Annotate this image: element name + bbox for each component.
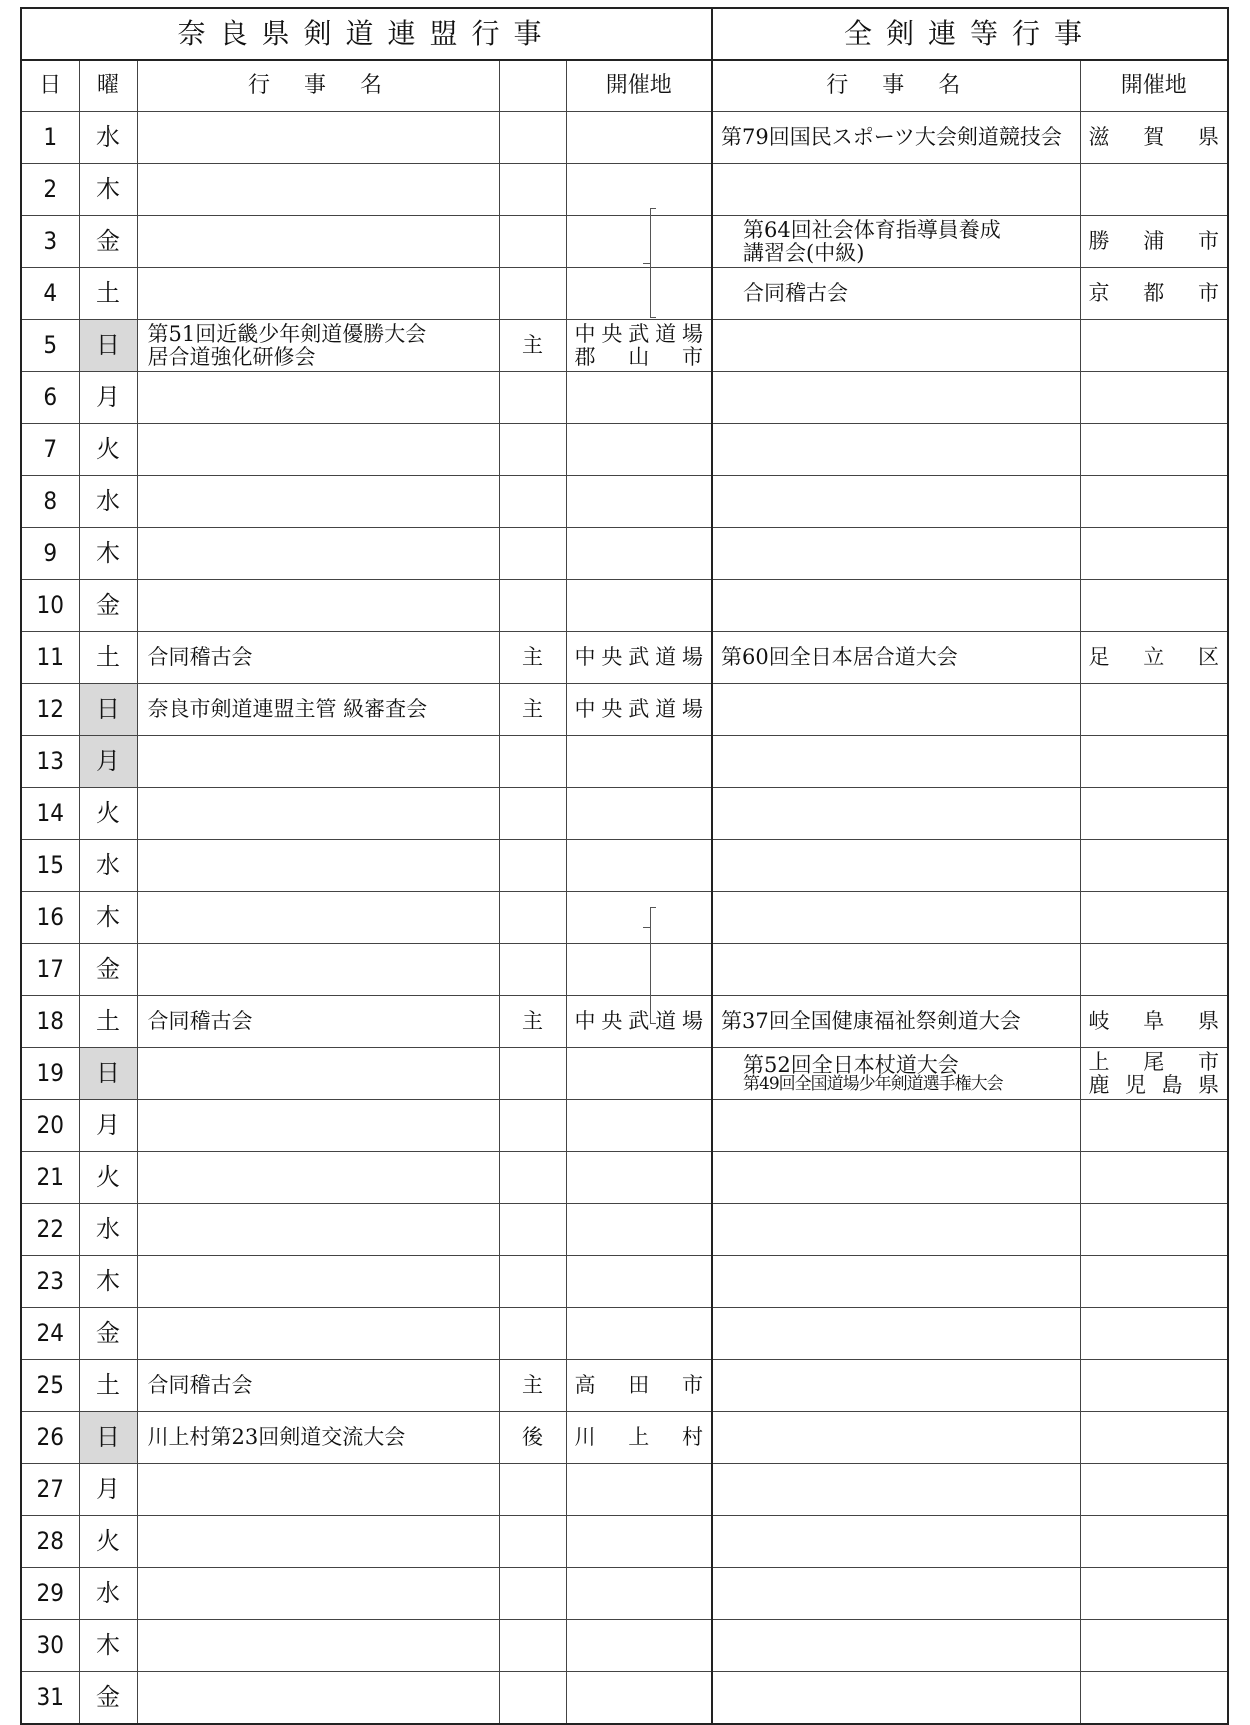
calendar-row [21,424,1228,476]
schedule-sheet [20,7,1229,1725]
zenkenren-venue: 勝浦市 [1088,229,1219,254]
nara-venue-cell [566,944,712,996]
zenkenren-event-cell [712,1100,1080,1152]
zenkenren-section-title: 全剣連等行事 [712,8,1228,60]
nara-venue-cell [566,476,712,528]
nara-venue-cell [566,112,712,164]
role-cell [499,528,566,580]
calendar-row [21,580,1228,632]
nara-section-title: 奈良県剣道連盟行事 [21,8,712,60]
weekday-cell: 木 [79,1256,137,1308]
zenkenren-venue-cell [1080,736,1228,788]
role-cell [499,164,566,216]
day-number: 20 [21,1100,79,1152]
zenkenren-event-cell [712,1516,1080,1568]
zenkenren-event-name: 合同稽古会 [743,281,848,306]
col-venue-header: 開催地 [566,60,712,112]
role-cell: 後 [499,1412,566,1464]
role-cell [499,580,566,632]
weekday-cell: 水 [79,112,137,164]
zenkenren-venue: 足立区 [1088,645,1219,670]
role-cell [499,1568,566,1620]
weekday-cell: 月 [79,1100,137,1152]
day-number: 12 [21,684,79,736]
day-number: 9 [21,528,79,580]
column-header-row [21,60,1228,112]
day-number: 1 [21,112,79,164]
nara-event-name: 第51回近畿少年剣道優勝大会 [147,322,427,347]
calendar-row [21,684,1228,736]
calendar-row [21,736,1228,788]
day-number: 21 [21,1152,79,1204]
zenkenren-venue-cell [1080,1204,1228,1256]
day-number: 2 [21,164,79,216]
day-number: 4 [21,268,79,320]
zenkenren-event-name: 第79回国民スポーツ大会剣道競技会 [721,125,1062,150]
nara-venue-cell [566,996,712,1048]
weekday-cell: 月 [79,1464,137,1516]
zenkenren-venue-cell [1080,1464,1228,1516]
nara-venue-cell [566,736,712,788]
day-number: 17 [21,944,79,996]
zenkenren-event-cell [712,892,1080,944]
nara-event-cell [137,684,499,736]
zenkenren-event-cell [712,996,1080,1048]
weekday-cell: 水 [79,476,137,528]
zenkenren-venue-cell [1080,164,1228,216]
weekday-cell: 土 [79,996,137,1048]
zenkenren-event-cell [712,1672,1080,1725]
calendar-row [21,1568,1228,1620]
day-number: 29 [21,1568,79,1620]
zenkenren-venue-cell [1080,580,1228,632]
nara-event-cell [137,1360,499,1412]
nara-venue-cell [566,1568,712,1620]
zenkenren-venue-cell [1080,944,1228,996]
role-cell [499,1100,566,1152]
zenkenren-venue-cell [1080,1256,1228,1308]
zenkenren-event-cell [712,1464,1080,1516]
zenkenren-event-cell [712,216,1080,268]
zenkenren-venue: 鹿児島県 [1088,1072,1219,1097]
role-cell [499,1464,566,1516]
role-cell [499,1308,566,1360]
weekday-cell: 月 [79,736,137,788]
nara-event-cell [137,320,499,372]
nara-event-name: 川上村第23回剣道交流大会 [147,1425,406,1450]
nara-venue: 中央武道場 [574,1009,703,1034]
day-number: 30 [21,1620,79,1672]
day-number: 19 [21,1048,79,1100]
event-calendar-table [20,7,1229,1725]
role-cell [499,1048,566,1100]
day-number: 31 [21,1672,79,1725]
zenkenren-venue-cell [1080,1620,1228,1672]
role-cell [499,1672,566,1725]
zenkenren-event-cell [712,736,1080,788]
nara-event-name: 奈良市剣道連盟主管 級審査会 [147,697,428,722]
col-venue-2-header: 開催地 [1080,60,1228,112]
calendar-row [21,164,1228,216]
nara-venue-cell [566,580,712,632]
nara-event-cell [137,580,499,632]
calendar-row [21,632,1228,684]
zenkenren-venue-cell [1080,112,1228,164]
role-cell [499,216,566,268]
day-number: 10 [21,580,79,632]
zenkenren-event-cell [712,476,1080,528]
zenkenren-venue-cell [1080,216,1228,268]
weekday-cell: 火 [79,788,137,840]
nara-venue-cell [566,424,712,476]
zenkenren-venue-cell [1080,684,1228,736]
role-cell [499,112,566,164]
zenkenren-venue-cell [1080,1152,1228,1204]
nara-venue-cell [566,1308,712,1360]
nara-event-cell [137,528,499,580]
day-number: 18 [21,996,79,1048]
zenkenren-event-cell [712,1412,1080,1464]
role-cell [499,476,566,528]
zenkenren-event-cell [712,788,1080,840]
day-number: 25 [21,1360,79,1412]
zenkenren-event-cell [712,320,1080,372]
zenkenren-event-name: 第64回社会体育指導員養成 [743,218,1001,243]
weekday-cell: 日 [79,1412,137,1464]
day-number: 27 [21,1464,79,1516]
nara-venue-cell [566,1620,712,1672]
weekday-cell: 金 [79,216,137,268]
day-number: 13 [21,736,79,788]
zenkenren-venue: 上尾市 [1088,1050,1219,1075]
nara-venue-cell [566,1152,712,1204]
nara-event-cell [137,424,499,476]
weekday-cell: 木 [79,528,137,580]
nara-venue: 郡山市 [574,344,703,369]
role-cell [499,1516,566,1568]
zenkenren-event-cell [712,632,1080,684]
weekday-cell: 月 [79,372,137,424]
calendar-row [21,476,1228,528]
nara-venue-cell [566,1100,712,1152]
weekday-cell: 土 [79,632,137,684]
weekday-cell: 土 [79,1360,137,1412]
weekday-cell: 水 [79,1568,137,1620]
calendar-row [21,1256,1228,1308]
nara-venue-cell [566,1412,712,1464]
nara-venue-cell [566,1048,712,1100]
zenkenren-venue-cell [1080,528,1228,580]
nara-event-cell [137,1048,499,1100]
zenkenren-event-cell [712,372,1080,424]
weekday-cell: 水 [79,840,137,892]
zenkenren-venue-cell [1080,1100,1228,1152]
role-cell [499,372,566,424]
role-cell: 主 [499,684,566,736]
day-number: 23 [21,1256,79,1308]
role-cell [499,1152,566,1204]
col-role-header [499,60,566,112]
nara-event-cell [137,268,499,320]
nara-event-name: 合同稽古会 [147,1373,253,1398]
zenkenren-event-cell [712,1620,1080,1672]
role-cell [499,1204,566,1256]
weekday-cell: 金 [79,580,137,632]
col-event-name-header: 行 事 名 [137,60,499,112]
nara-event-cell [137,112,499,164]
calendar-row [21,944,1228,996]
nara-event-cell [137,892,499,944]
zenkenren-event-cell [712,840,1080,892]
col-day-header: 日 [21,60,79,112]
calendar-body [21,112,1228,1725]
nara-venue: 中央武道場 [574,322,703,347]
day-number: 5 [21,320,79,372]
role-cell: 主 [499,996,566,1048]
zenkenren-venue-cell [1080,892,1228,944]
day-number: 22 [21,1204,79,1256]
zenkenren-venue-cell [1080,632,1228,684]
zenkenren-venue-cell [1080,1360,1228,1412]
zenkenren-event-name: 第60回全日本居合道大会 [721,645,958,670]
zenkenren-event-cell [712,528,1080,580]
role-cell: 主 [499,1360,566,1412]
calendar-row [21,892,1228,944]
role-cell [499,892,566,944]
zenkenren-event-name: 第49回全国道場少年剣道選手権大会 [743,1073,1003,1094]
nara-venue-cell [566,528,712,580]
nara-event-cell [137,1204,499,1256]
nara-event-cell [137,1100,499,1152]
calendar-row [21,320,1228,372]
col-event-name-2-header: 行 事 名 [712,60,1080,112]
zenkenren-venue-cell [1080,1308,1228,1360]
role-cell [499,1620,566,1672]
day-number: 15 [21,840,79,892]
calendar-row [21,1620,1228,1672]
day-number: 7 [21,424,79,476]
day-number: 3 [21,216,79,268]
nara-venue-cell [566,632,712,684]
calendar-row [21,1308,1228,1360]
zenkenren-venue-cell [1080,1568,1228,1620]
calendar-row [21,996,1228,1048]
zenkenren-venue: 岐阜県 [1088,1009,1219,1034]
role-cell [499,268,566,320]
weekday-cell: 金 [79,944,137,996]
zenkenren-venue-cell [1080,840,1228,892]
day-number: 28 [21,1516,79,1568]
nara-event-cell [137,1672,499,1725]
zenkenren-venue-cell [1080,1048,1228,1100]
nara-venue-cell [566,1464,712,1516]
role-cell [499,736,566,788]
nara-event-name: 合同稽古会 [147,1009,253,1034]
calendar-row [21,1672,1228,1725]
zenkenren-venue-cell [1080,320,1228,372]
role-cell [499,840,566,892]
weekday-cell: 火 [79,1516,137,1568]
zenkenren-event-cell [712,1360,1080,1412]
day-number: 24 [21,1308,79,1360]
zenkenren-event-cell [712,112,1080,164]
zenkenren-event-cell [712,580,1080,632]
nara-venue-cell [566,788,712,840]
day-number: 8 [21,476,79,528]
calendar-row [21,216,1228,268]
zenkenren-event-cell [712,1308,1080,1360]
zenkenren-venue-cell [1080,1516,1228,1568]
zenkenren-event-cell [712,1568,1080,1620]
day-number: 16 [21,892,79,944]
zenkenren-venue-cell [1080,268,1228,320]
nara-event-cell [137,1308,499,1360]
nara-venue-cell [566,216,712,268]
nara-venue-cell [566,1516,712,1568]
zenkenren-venue-cell [1080,476,1228,528]
nara-venue-cell [566,1672,712,1725]
nara-event-cell [137,1412,499,1464]
zenkenren-event-name: 第52回全日本杖道大会 [743,1052,959,1077]
nara-venue-cell [566,892,712,944]
day-number: 14 [21,788,79,840]
zenkenren-venue-cell [1080,788,1228,840]
nara-venue: 中央武道場 [574,697,703,722]
role-cell [499,424,566,476]
weekday-cell: 日 [79,684,137,736]
nara-event-cell [137,788,499,840]
nara-event-cell [137,840,499,892]
day-number: 11 [21,632,79,684]
zenkenren-venue-cell [1080,372,1228,424]
calendar-row [21,1048,1228,1100]
weekday-cell: 金 [79,1672,137,1725]
nara-venue-cell [566,1204,712,1256]
role-cell: 主 [499,320,566,372]
nara-venue-cell [566,1360,712,1412]
nara-venue-cell [566,684,712,736]
nara-event-cell [137,944,499,996]
nara-event-cell [137,996,499,1048]
nara-venue: 高田市 [574,1373,703,1398]
weekday-cell: 木 [79,1620,137,1672]
calendar-row [21,1152,1228,1204]
zenkenren-event-cell [712,1152,1080,1204]
calendar-row [21,1100,1228,1152]
nara-event-cell [137,372,499,424]
zenkenren-event-cell [712,268,1080,320]
calendar-row [21,1516,1228,1568]
calendar-row [21,268,1228,320]
nara-event-cell [137,1152,499,1204]
nara-event-cell [137,164,499,216]
calendar-row [21,112,1228,164]
nara-event-cell [137,216,499,268]
nara-event-name: 居合道強化研修会 [147,344,316,369]
nara-event-cell [137,1464,499,1516]
bracket-mark-3-5 [650,208,657,318]
day-number: 26 [21,1412,79,1464]
role-cell [499,788,566,840]
nara-venue-cell [566,320,712,372]
zenkenren-event-name: 第37回全国健康福祉祭剣道大会 [721,1009,1021,1034]
zenkenren-venue-cell [1080,996,1228,1048]
zenkenren-event-cell [712,164,1080,216]
calendar-row [21,528,1228,580]
zenkenren-venue-cell [1080,1672,1228,1725]
role-cell [499,1256,566,1308]
nara-venue-cell [566,1256,712,1308]
zenkenren-event-cell [712,1256,1080,1308]
weekday-cell: 土 [79,268,137,320]
role-cell [499,944,566,996]
calendar-row [21,1412,1228,1464]
weekday-cell: 火 [79,1152,137,1204]
nara-venue-cell [566,268,712,320]
weekday-cell: 水 [79,1204,137,1256]
zenkenren-venue: 滋賀県 [1088,125,1219,150]
nara-event-cell [137,1620,499,1672]
zenkenren-venue-cell [1080,424,1228,476]
nara-event-cell [137,632,499,684]
zenkenren-event-cell [712,1048,1080,1100]
calendar-row [21,1204,1228,1256]
nara-event-cell [137,1516,499,1568]
zenkenren-event-name: 講習会(中級) [743,240,865,265]
nara-venue-cell [566,372,712,424]
bracket-mark-18-20 [650,907,657,1024]
calendar-row [21,1360,1228,1412]
zenkenren-venue-cell [1080,1412,1228,1464]
zenkenren-event-cell [712,424,1080,476]
zenkenren-venue: 京都市 [1088,281,1219,306]
section-header-row [21,8,1228,60]
col-weekday-header: 曜 [79,60,137,112]
nara-venue-cell [566,164,712,216]
weekday-cell: 火 [79,424,137,476]
nara-event-cell [137,1256,499,1308]
calendar-row [21,840,1228,892]
zenkenren-event-cell [712,944,1080,996]
weekday-cell: 日 [79,320,137,372]
nara-venue: 中央武道場 [574,645,703,670]
weekday-cell: 木 [79,892,137,944]
calendar-row [21,372,1228,424]
nara-venue-cell [566,840,712,892]
weekday-cell: 金 [79,1308,137,1360]
nara-venue: 川上村 [574,1425,703,1450]
zenkenren-event-cell [712,684,1080,736]
nara-event-cell [137,476,499,528]
zenkenren-event-cell [712,1204,1080,1256]
nara-event-cell [137,1568,499,1620]
nara-event-name: 合同稽古会 [147,645,253,670]
calendar-row [21,1464,1228,1516]
day-number: 6 [21,372,79,424]
calendar-row [21,788,1228,840]
nara-event-cell [137,736,499,788]
weekday-cell: 日 [79,1048,137,1100]
weekday-cell: 木 [79,164,137,216]
role-cell: 主 [499,632,566,684]
